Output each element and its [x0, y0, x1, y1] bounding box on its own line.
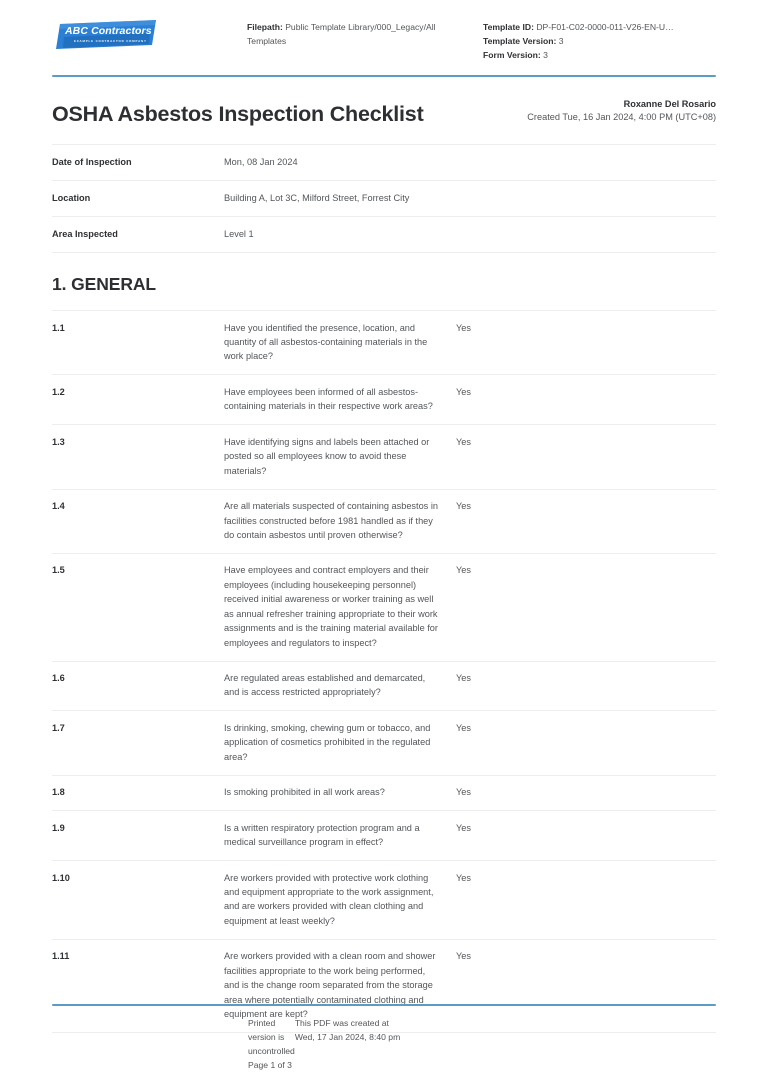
question-text: Are workers provided with protective work clothing and equipment appropriate to the work assignment, and are workers provided with clean clothing and equipment at least weekly?	[224, 872, 434, 926]
question-text: Have employees and contract employers and their employees (including housekeeping personnel) received initial awareness or worker training as well as annual refresher training appropriate to their work assignments and is the training material available for employees and regulators to inspect?	[224, 565, 438, 648]
table-row	[52, 554, 716, 662]
pdf-created-label: This PDF was created at	[294, 1018, 389, 1029]
question-answer: Yes	[456, 872, 471, 883]
question-number: 1.3	[52, 436, 65, 447]
table-row	[52, 145, 716, 181]
template-version-value: 3	[558, 36, 564, 47]
question-text: Are workers provided with a clean room and shower facilities appropriate to the work being performed, and is the change room separated from the storage area where potentially contaminated clothing and equipment are kept?	[224, 951, 436, 1020]
table-row	[52, 490, 716, 554]
document-footer	[28, 1004, 740, 1073]
inspection-info-table	[52, 144, 716, 253]
template-version-label: Template Version:	[483, 36, 557, 47]
question-text: Have you identified the presence, location, and quantity of all asbestos-containing materials in the work place?	[224, 322, 428, 362]
info-value: Mon, 08 Jan 2024	[224, 156, 298, 167]
document-header	[28, 0, 740, 63]
question-answer: Yes	[456, 322, 471, 333]
question-number: 1.8	[52, 787, 65, 798]
logo-tagline: EXAMPLE CONTRACTOR COMPANY	[74, 39, 147, 43]
question-text: Have identifying signs and labels been attached or posted so all employees know to avoid these materials?	[224, 436, 430, 476]
table-row	[52, 375, 716, 425]
table-row	[52, 425, 716, 489]
info-label: Location	[52, 192, 91, 203]
question-number: 1.9	[52, 822, 65, 833]
question-answer: Yes	[456, 822, 471, 833]
form-version-value: 3	[543, 50, 548, 61]
question-number: 1.10	[52, 872, 70, 883]
question-answer: Yes	[456, 673, 471, 684]
question-answer: Yes	[456, 436, 471, 447]
question-text: Are regulated areas established and demarcated, and is access restricted appropriately?	[224, 673, 426, 698]
template-id-label: Template ID:	[483, 22, 534, 32]
question-number: 1.5	[52, 565, 65, 576]
question-text: Is drinking, smoking, chewing gum or tobacco, and application of cosmetics prohibited in the regulated area?	[224, 722, 431, 762]
question-text: Is smoking prohibited in all work areas?	[224, 787, 385, 798]
pdf-created-date: Wed, 17 Jan 2024, 8:40 pm	[294, 1032, 401, 1043]
filepath-block	[247, 14, 471, 48]
info-value: Level 1	[224, 228, 254, 239]
creator-block	[527, 98, 716, 128]
logo-name: ABC Contractors	[65, 25, 152, 37]
question-number: 1.6	[52, 673, 65, 684]
page-title: OSHA Asbestos Inspection Checklist	[52, 102, 424, 127]
footer-right-block	[295, 1017, 716, 1073]
abc-contractors-logo	[52, 18, 160, 52]
question-answer: Yes	[456, 386, 471, 397]
form-version-label: Form Version:	[483, 50, 541, 61]
template-version-line	[483, 34, 716, 48]
info-value: Building A, Lot 3C, Milford Street, Forrest City	[224, 192, 410, 203]
table-row	[52, 776, 716, 811]
filepath-label: Filepath:	[247, 22, 283, 32]
table-row	[52, 181, 716, 217]
section-heading: 1. GENERAL	[52, 274, 157, 295]
template-id-value: DP-F01-C02-0000-011-V26-EN-U…	[536, 22, 674, 32]
table-row	[52, 811, 716, 861]
question-text: Are all materials suspected of containing asbestos in facilities constructed before 1981 handled as if they do contain asbestos until proven otherwise?	[224, 501, 438, 540]
info-label: Area Inspected	[52, 228, 118, 239]
template-id-line	[483, 20, 716, 34]
table-row	[52, 217, 716, 253]
question-number: 1.1	[52, 322, 65, 333]
printed-notice: Printed version is uncontrolled	[248, 1018, 295, 1057]
question-answer: Yes	[456, 722, 471, 733]
question-answer: Yes	[456, 565, 471, 576]
table-row	[52, 311, 716, 375]
table-row	[52, 861, 716, 940]
page-number: Page 1 of 3	[248, 1060, 292, 1071]
logo-container	[52, 14, 247, 52]
question-number: 1.4	[52, 501, 65, 512]
info-label: Date of Inspection	[52, 156, 132, 167]
title-row	[28, 77, 740, 128]
question-text: Have employees been informed of all asbestos-containing materials in their respective work areas?	[224, 386, 433, 412]
checklist-table	[52, 310, 716, 1033]
creation-timestamp: Created Tue, 16 Jan 2024, 4:00 PM (UTC+08)	[527, 112, 716, 123]
filepath-value: Public Template Library/000_Legacy/All Templates	[247, 22, 436, 47]
question-answer: Yes	[456, 951, 471, 962]
footer-left-block	[52, 1017, 295, 1073]
form-version-line	[483, 48, 716, 62]
question-number: 1.2	[52, 386, 65, 397]
question-text: Is a written respiratory protection program and a medical surveillance program in effect?	[224, 822, 420, 848]
table-row	[52, 711, 716, 775]
creator-name: Roxanne Del Rosario	[623, 98, 716, 109]
table-row	[52, 662, 716, 712]
template-meta-block	[471, 14, 716, 63]
question-number: 1.11	[52, 951, 70, 962]
question-answer: Yes	[456, 501, 471, 512]
question-number: 1.7	[52, 722, 65, 733]
question-answer: Yes	[456, 787, 471, 798]
footer-columns	[28, 1006, 740, 1073]
